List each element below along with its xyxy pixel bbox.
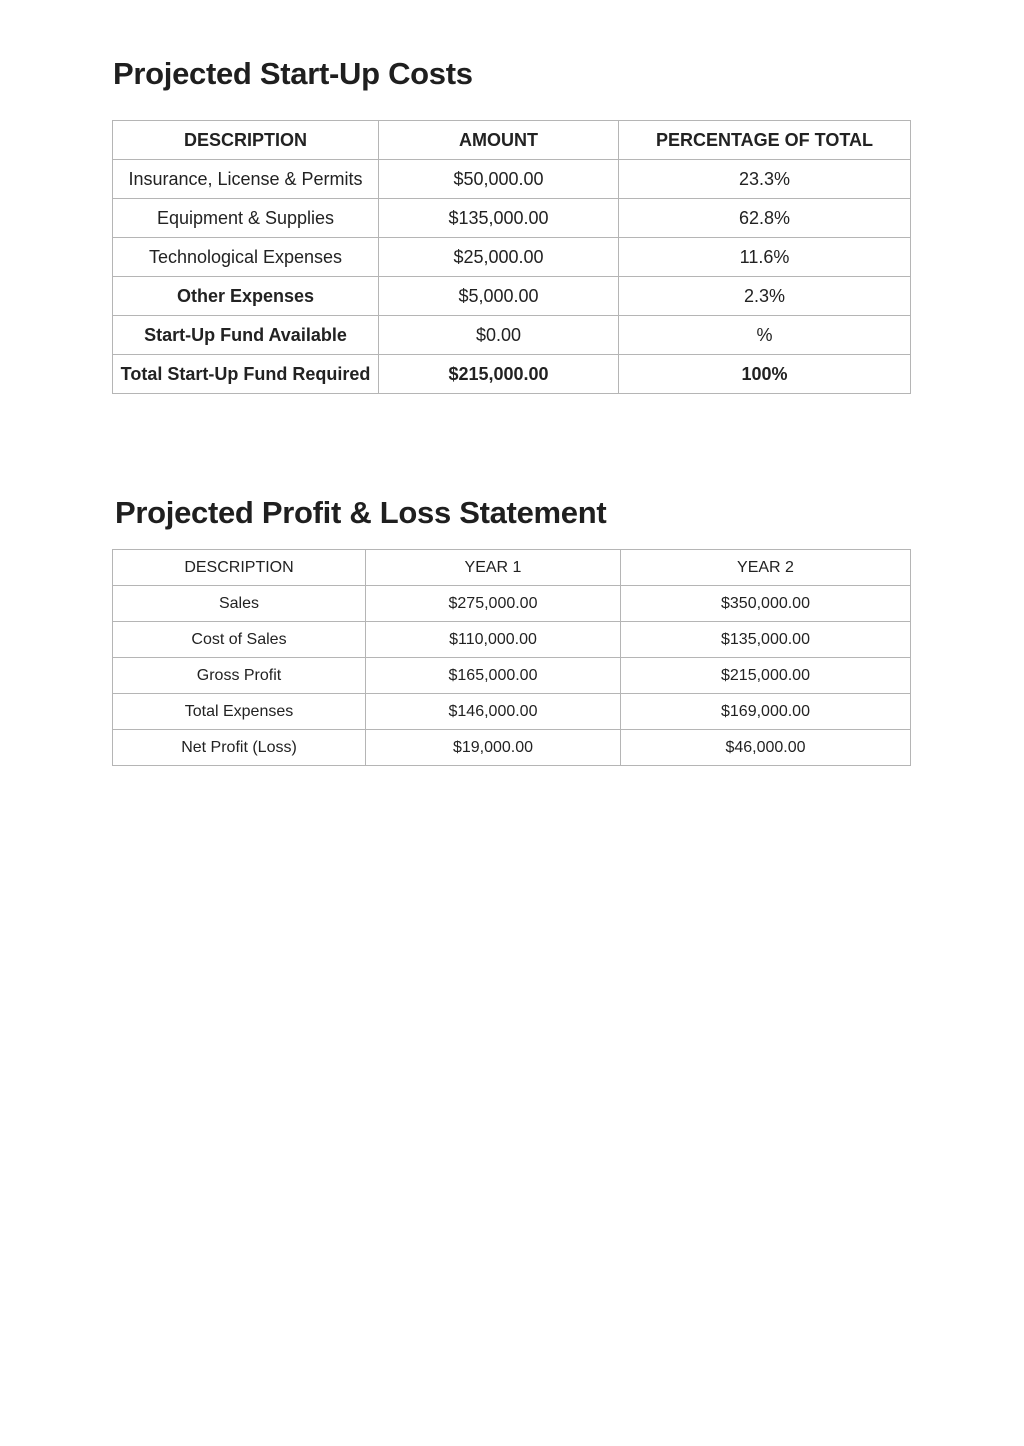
header-percentage: PERCENTAGE OF TOTAL bbox=[619, 121, 911, 160]
row-description: Cost of Sales bbox=[113, 622, 366, 658]
header-year1: YEAR 1 bbox=[366, 550, 621, 586]
row-percentage: 2.3% bbox=[619, 277, 911, 316]
row-description: Net Profit (Loss) bbox=[113, 730, 366, 766]
row-year1: $19,000.00 bbox=[366, 730, 621, 766]
row-percentage: % bbox=[619, 316, 911, 355]
table-row bbox=[113, 694, 911, 730]
table-total-row bbox=[113, 355, 911, 394]
row-amount: $25,000.00 bbox=[379, 238, 619, 277]
row-amount: $215,000.00 bbox=[379, 355, 619, 394]
header-amount: AMOUNT bbox=[379, 121, 619, 160]
row-year1: $275,000.00 bbox=[366, 586, 621, 622]
row-description: Insurance, License & Permits bbox=[113, 160, 379, 199]
row-year1: $110,000.00 bbox=[366, 622, 621, 658]
row-amount: $0.00 bbox=[379, 316, 619, 355]
table-row bbox=[113, 199, 911, 238]
table-header-row bbox=[113, 550, 911, 586]
row-year1: $165,000.00 bbox=[366, 658, 621, 694]
row-description: Total Expenses bbox=[113, 694, 366, 730]
profit-loss-table bbox=[112, 549, 911, 766]
table-row bbox=[113, 277, 911, 316]
row-description: Other Expenses bbox=[113, 277, 379, 316]
row-year2: $169,000.00 bbox=[621, 694, 911, 730]
table-row bbox=[113, 238, 911, 277]
row-description: Gross Profit bbox=[113, 658, 366, 694]
table-row bbox=[113, 316, 911, 355]
row-amount: $5,000.00 bbox=[379, 277, 619, 316]
row-amount: $135,000.00 bbox=[379, 199, 619, 238]
startup-costs-title: Projected Start-Up Costs bbox=[113, 56, 473, 91]
profit-loss-title: Projected Profit & Loss Statement bbox=[115, 495, 607, 530]
row-description: Start-Up Fund Available bbox=[113, 316, 379, 355]
row-percentage: 23.3% bbox=[619, 160, 911, 199]
row-year2: $350,000.00 bbox=[621, 586, 911, 622]
row-description: Total Start-Up Fund Required bbox=[113, 355, 379, 394]
table-header-row bbox=[113, 121, 911, 160]
row-year2: $46,000.00 bbox=[621, 730, 911, 766]
row-description: Technological Expenses bbox=[113, 238, 379, 277]
row-year2: $135,000.00 bbox=[621, 622, 911, 658]
table-row bbox=[113, 658, 911, 694]
header-year2: YEAR 2 bbox=[621, 550, 911, 586]
row-amount: $50,000.00 bbox=[379, 160, 619, 199]
row-year2: $215,000.00 bbox=[621, 658, 911, 694]
startup-costs-table bbox=[112, 120, 911, 394]
table-row bbox=[113, 586, 911, 622]
row-percentage: 11.6% bbox=[619, 238, 911, 277]
row-description: Equipment & Supplies bbox=[113, 199, 379, 238]
table-row bbox=[113, 160, 911, 199]
header-description: DESCRIPTION bbox=[113, 121, 379, 160]
row-percentage: 100% bbox=[619, 355, 911, 394]
row-percentage: 62.8% bbox=[619, 199, 911, 238]
header-description: DESCRIPTION bbox=[113, 550, 366, 586]
row-year1: $146,000.00 bbox=[366, 694, 621, 730]
row-description: Sales bbox=[113, 586, 366, 622]
table-row bbox=[113, 730, 911, 766]
table-row bbox=[113, 622, 911, 658]
